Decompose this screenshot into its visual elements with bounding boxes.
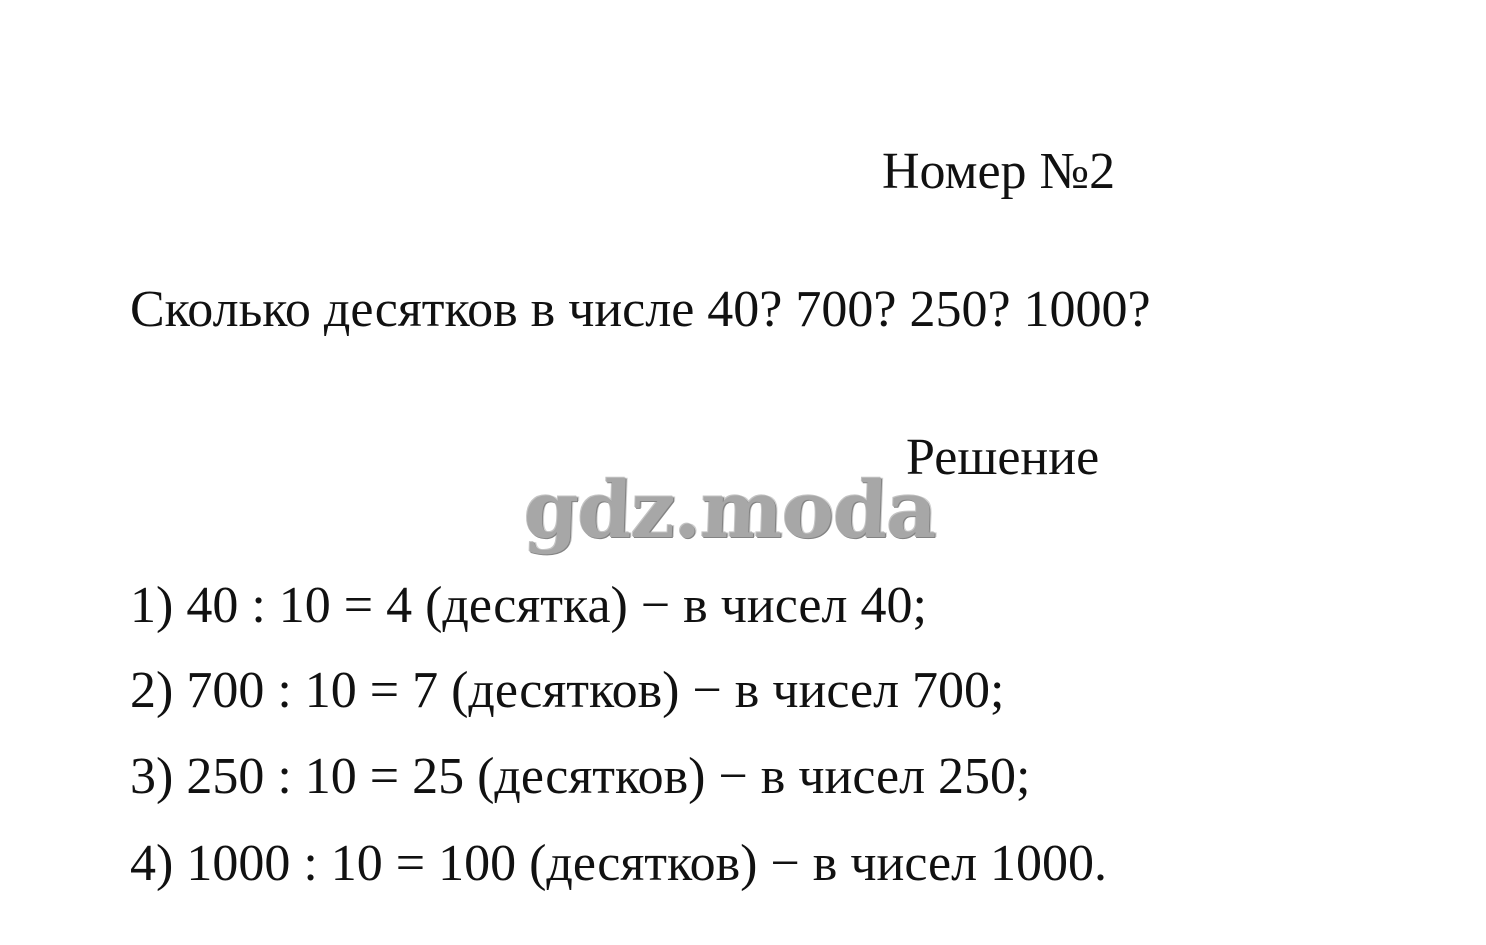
solution-line: 3) 250 : 10 = 25 (десятков) − в чисел 250; [130, 748, 1031, 805]
page-title: Номер №2 [882, 143, 1116, 200]
solution-heading: Решение [906, 429, 1100, 486]
solution-line: 2) 700 : 10 = 7 (десятков) − в чисел 700; [130, 662, 1005, 719]
solution-line: 4) 1000 : 10 = 100 (десятков) − в чисел 1000. [130, 835, 1108, 892]
solution-line: 1) 40 : 10 = 4 (десятка) − в чисел 40; [130, 577, 927, 634]
task-question: Сколько десятков в числе 40? 700? 250? 1000? [130, 281, 1151, 338]
watermark-logo: gdz.moda [522, 465, 938, 556]
